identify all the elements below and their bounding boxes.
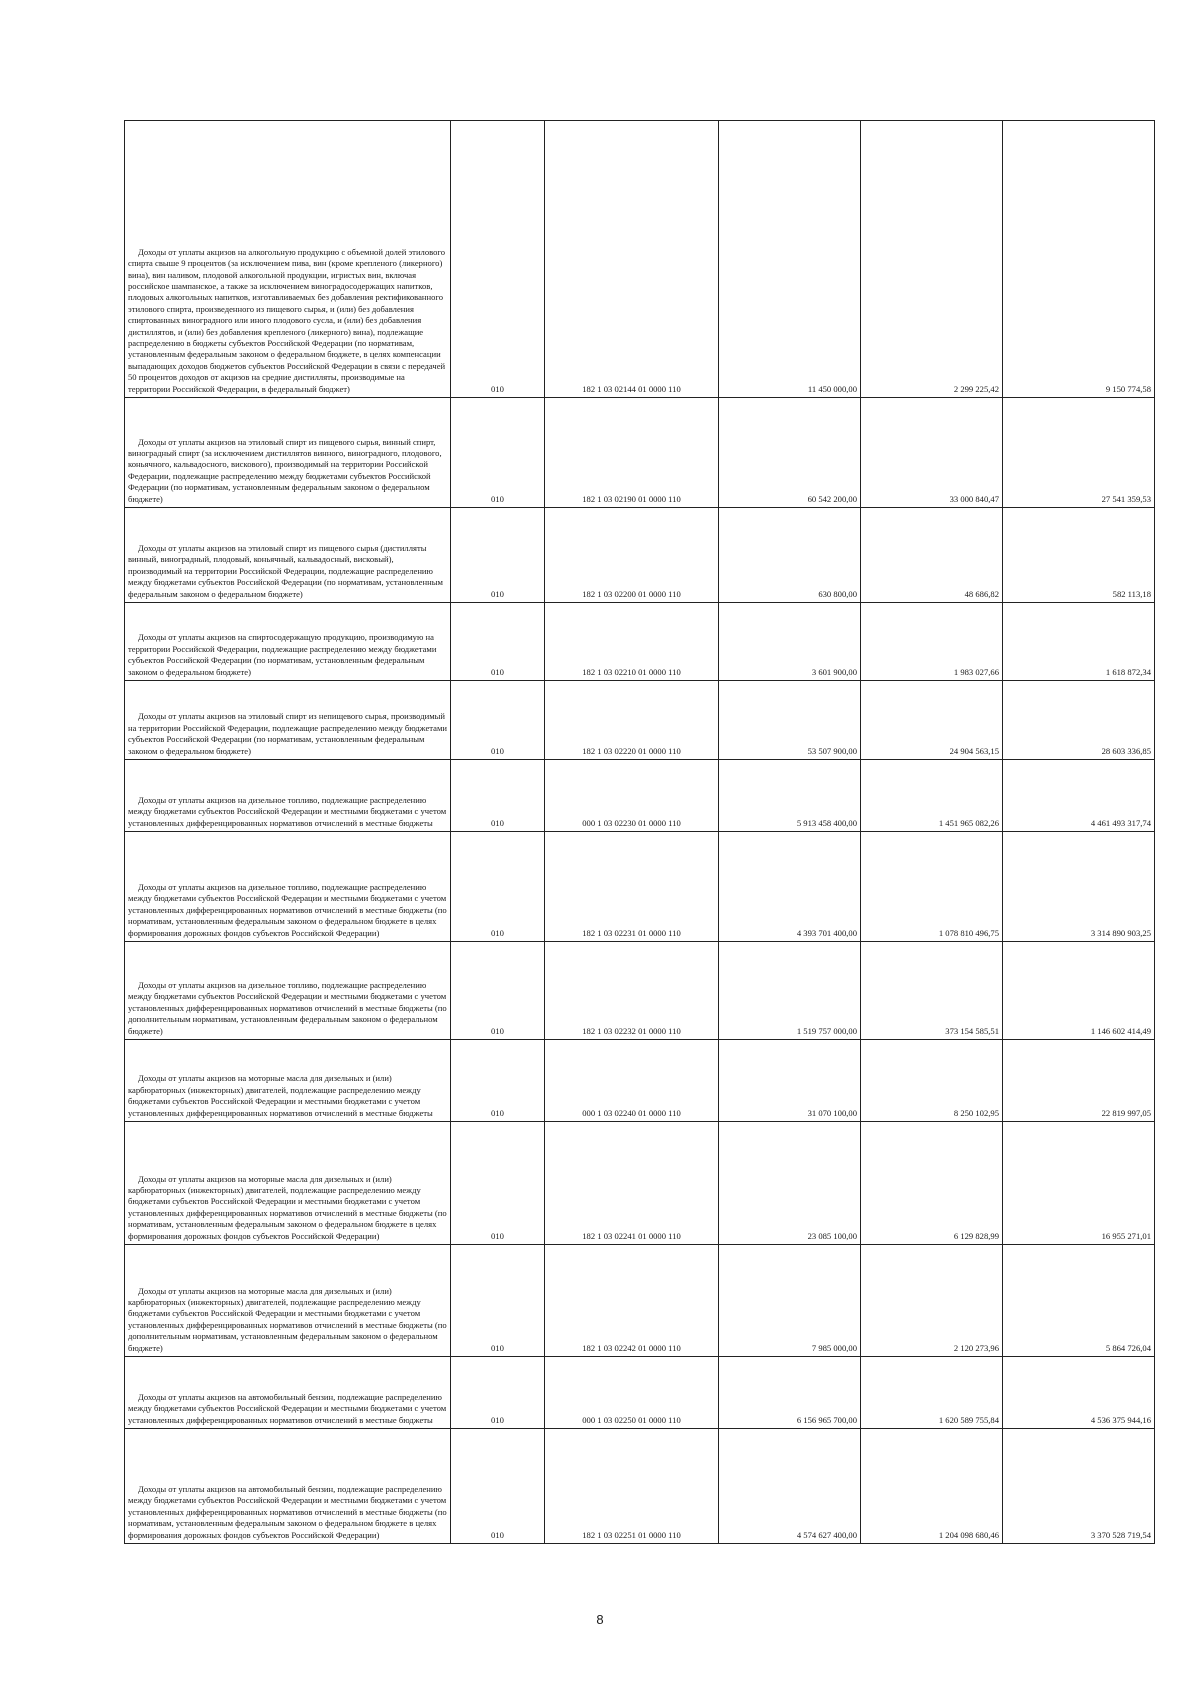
unexecuted-amount-cell: 28 603 336,85	[1003, 681, 1155, 760]
line-code-cell: 010	[451, 760, 545, 832]
table-row	[125, 760, 1155, 832]
table-row	[125, 1040, 1155, 1122]
executed-amount-cell: 2 120 273,96	[861, 1245, 1003, 1357]
budget-classification-code-cell: 182 1 03 02210 01 0000 110	[545, 603, 719, 681]
unexecuted-amount-cell: 5 864 726,04	[1003, 1245, 1155, 1357]
executed-amount-cell: 6 129 828,99	[861, 1122, 1003, 1245]
approved-amount-cell: 31 070 100,00	[719, 1040, 861, 1122]
budget-classification-code-cell: 182 1 03 02220 01 0000 110	[545, 681, 719, 760]
budget-classification-code-cell: 182 1 03 02231 01 0000 110	[545, 832, 719, 942]
approved-amount-cell: 630 800,00	[719, 508, 861, 603]
unexecuted-amount-cell: 16 955 271,01	[1003, 1122, 1155, 1245]
line-code-cell: 010	[451, 942, 545, 1040]
approved-amount-cell: 4 574 627 400,00	[719, 1429, 861, 1544]
budget-classification-code-cell: 182 1 03 02232 01 0000 110	[545, 942, 719, 1040]
line-code-cell: 010	[451, 1122, 545, 1245]
budget-classification-code-cell: 182 1 03 02241 01 0000 110	[545, 1122, 719, 1245]
approved-amount-cell: 11 450 000,00	[719, 121, 861, 398]
income-name-cell: Доходы от уплаты акцизов на автомобильный бензин, подлежащие распределению между бюджетами субъектов Российской Федерации и местными бюджетами с учетом установленных дифференцированных нормативов отчислений в местные бюджеты (по нормативам, установленным федеральным законом о федеральном бюджете в целях формирования дорожных фондов субъектов Российской Федерации)	[125, 1429, 451, 1544]
executed-amount-cell: 1 620 589 755,84	[861, 1357, 1003, 1429]
line-code-cell: 010	[451, 1245, 545, 1357]
income-name-cell: Доходы от уплаты акцизов на спиртосодержащую продукцию, производимую на территории Российской Федерации, подлежащие распределению между бюджетами субъектов Российской Федерации (по нормативам, установленным федеральным законом о федеральном бюджете)	[125, 603, 451, 681]
line-code-cell: 010	[451, 121, 545, 398]
unexecuted-amount-cell: 4 536 375 944,16	[1003, 1357, 1155, 1429]
budget-classification-code-cell: 000 1 03 02250 01 0000 110	[545, 1357, 719, 1429]
unexecuted-amount-cell: 3 370 528 719,54	[1003, 1429, 1155, 1544]
executed-amount-cell: 8 250 102,95	[861, 1040, 1003, 1122]
table-row	[125, 603, 1155, 681]
executed-amount-cell: 1 204 098 680,46	[861, 1429, 1003, 1544]
approved-amount-cell: 7 985 000,00	[719, 1245, 861, 1357]
line-code-cell: 010	[451, 603, 545, 681]
budget-classification-code-cell: 182 1 03 02200 01 0000 110	[545, 508, 719, 603]
line-code-cell: 010	[451, 508, 545, 603]
line-code-cell: 010	[451, 832, 545, 942]
table-row	[125, 681, 1155, 760]
unexecuted-amount-cell: 1 146 602 414,49	[1003, 942, 1155, 1040]
unexecuted-amount-cell: 1 618 872,34	[1003, 603, 1155, 681]
unexecuted-amount-cell: 3 314 890 903,25	[1003, 832, 1155, 942]
unexecuted-amount-cell: 9 150 774,58	[1003, 121, 1155, 398]
table-body	[125, 121, 1155, 1544]
executed-amount-cell: 1 451 965 082,26	[861, 760, 1003, 832]
income-name-cell: Доходы от уплаты акцизов на этиловый спирт из пищевого сырья (дистилляты винный, виноградный, плодовый, коньячный, кальвадосный, висковый), производимый на территории Российской Федерации, подлежащие распределению между бюджетами субъектов Российской Федерации (по нормативам, установленным федеральным законом о федеральном бюджете)	[125, 508, 451, 603]
income-name-cell: Доходы от уплаты акцизов на этиловый спирт из непищевого сырья, производимый на территории Российской Федерации, подлежащие распределению между бюджетами субъектов Российской Федерации (по нормативам, установленным федеральным законом о федеральном бюджете)	[125, 681, 451, 760]
budget-income-table	[124, 120, 1155, 1544]
approved-amount-cell: 5 913 458 400,00	[719, 760, 861, 832]
income-name-cell: Доходы от уплаты акцизов на алкогольную продукцию с объемной долей этилового спирта свыше 9 процентов (за исключением пива, вин (кроме крепленого (ликерного) вина), вин наливом, плодовой алкогольной продукции, игристых вин, включая российское шампанское, а также за исключением виноградосодержащих напитков, плодовых алкогольных напитков, изготавливаемых без добавления ректификованного этилового спирта, произведенного из пищевого сырья, и (или) без добавления спиртованных виноградного или иного плодового сусла, и (или) без добавления дистиллятов, и (или) без добавления крепленого (ликерного) вина), подлежащие распределению в бюджеты субъектов Российской Федерации (по нормативам, установленным федеральным законом о федеральном бюджете, в целях компенсации выпадающих доходов бюджетов субъектов Российской Федерации в связи с передачей 50 процентов доходов от акцизов на средние дистилляты, производимые на территории Российской Федерации, в федеральный бюджет)	[125, 121, 451, 398]
table-row	[125, 1122, 1155, 1245]
executed-amount-cell: 1 983 027,66	[861, 603, 1003, 681]
line-code-cell: 010	[451, 1429, 545, 1544]
line-code-cell: 010	[451, 1040, 545, 1122]
executed-amount-cell: 24 904 563,15	[861, 681, 1003, 760]
executed-amount-cell: 1 078 810 496,75	[861, 832, 1003, 942]
table-row	[125, 942, 1155, 1040]
income-name-cell: Доходы от уплаты акцизов на дизельное топливо, подлежащие распределению между бюджетами субъектов Российской Федерации и местными бюджетами с учетом установленных дифференцированных нормативов отчислений в местные бюджеты (по дополнительным нормативам, установленным федеральным законом о федеральном бюджете)	[125, 942, 451, 1040]
budget-classification-code-cell: 182 1 03 02190 01 0000 110	[545, 398, 719, 508]
income-name-cell: Доходы от уплаты акцизов на моторные масла для дизельных и (или) карбюраторных (инжекторных) двигателей, подлежащие распределению между бюджетами субъектов Российской Федерации и местными бюджетами с учетом установленных дифференцированных нормативов отчислений в местные бюджеты	[125, 1040, 451, 1122]
approved-amount-cell: 1 519 757 000,00	[719, 942, 861, 1040]
executed-amount-cell: 373 154 585,51	[861, 942, 1003, 1040]
approved-amount-cell: 23 085 100,00	[719, 1122, 861, 1245]
approved-amount-cell: 53 507 900,00	[719, 681, 861, 760]
unexecuted-amount-cell: 582 113,18	[1003, 508, 1155, 603]
income-name-cell: Доходы от уплаты акцизов на моторные масла для дизельных и (или) карбюраторных (инжекторных) двигателей, подлежащие распределению между бюджетами субъектов Российской Федерации и местными бюджетами с учетом установленных дифференцированных нормативов отчислений в местные бюджеты (по дополнительным нормативам, установленным федеральным законом о федеральном бюджете)	[125, 1245, 451, 1357]
executed-amount-cell: 33 000 840,47	[861, 398, 1003, 508]
page-number: 8	[596, 1612, 604, 1627]
approved-amount-cell: 6 156 965 700,00	[719, 1357, 861, 1429]
executed-amount-cell: 48 686,82	[861, 508, 1003, 603]
income-name-cell: Доходы от уплаты акцизов на автомобильный бензин, подлежащие распределению между бюджетами субъектов Российской Федерации и местными бюджетами с учетом установленных дифференцированных нормативов отчислений в местные бюджеты	[125, 1357, 451, 1429]
line-code-cell: 010	[451, 1357, 545, 1429]
income-name-cell: Доходы от уплаты акцизов на дизельное топливо, подлежащие распределению между бюджетами субъектов Российской Федерации и местными бюджетами с учетом установленных дифференцированных нормативов отчислений в местные бюджеты (по нормативам, установленным федеральным законом о федеральном бюджете в целях формирования дорожных фондов субъектов Российской Федерации)	[125, 832, 451, 942]
table-row	[125, 398, 1155, 508]
budget-classification-code-cell: 000 1 03 02230 01 0000 110	[545, 760, 719, 832]
table-row	[125, 508, 1155, 603]
executed-amount-cell: 2 299 225,42	[861, 121, 1003, 398]
line-code-cell: 010	[451, 681, 545, 760]
income-name-cell: Доходы от уплаты акцизов на моторные масла для дизельных и (или) карбюраторных (инжекторных) двигателей, подлежащие распределению между бюджетами субъектов Российской Федерации и местными бюджетами с учетом установленных дифференцированных нормативов отчислений в местные бюджеты (по нормативам, установленным федеральным законом о федеральном бюджете в целях формирования дорожных фондов субъектов Российской Федерации)	[125, 1122, 451, 1245]
table-row	[125, 1357, 1155, 1429]
approved-amount-cell: 60 542 200,00	[719, 398, 861, 508]
income-name-cell: Доходы от уплаты акцизов на этиловый спирт из пищевого сырья, винный спирт, виноградный спирт (за исключением дистиллятов винного, виноградного, плодового, коньячного, кальвадосного, вискового), производимый на территории Российской Федерации, подлежащие распределению между бюджетами субъектов Российской Федерации (по нормативам, установленным федеральным законом о федеральном бюджете)	[125, 398, 451, 508]
budget-classification-code-cell: 000 1 03 02240 01 0000 110	[545, 1040, 719, 1122]
table-row	[125, 1429, 1155, 1544]
unexecuted-amount-cell: 4 461 493 317,74	[1003, 760, 1155, 832]
unexecuted-amount-cell: 27 541 359,53	[1003, 398, 1155, 508]
table-row	[125, 121, 1155, 398]
unexecuted-amount-cell: 22 819 997,05	[1003, 1040, 1155, 1122]
budget-classification-code-cell: 182 1 03 02144 01 0000 110	[545, 121, 719, 398]
budget-classification-code-cell: 182 1 03 02251 01 0000 110	[545, 1429, 719, 1544]
budget-report-sheet	[124, 120, 1154, 1544]
approved-amount-cell: 3 601 900,00	[719, 603, 861, 681]
budget-classification-code-cell: 182 1 03 02242 01 0000 110	[545, 1245, 719, 1357]
table-row	[125, 1245, 1155, 1357]
income-name-cell: Доходы от уплаты акцизов на дизельное топливо, подлежащие распределению между бюджетами субъектов Российской Федерации и местными бюджетами с учетом установленных дифференцированных нормативов отчислений в местные бюджеты	[125, 760, 451, 832]
line-code-cell: 010	[451, 398, 545, 508]
table-row	[125, 832, 1155, 942]
approved-amount-cell: 4 393 701 400,00	[719, 832, 861, 942]
